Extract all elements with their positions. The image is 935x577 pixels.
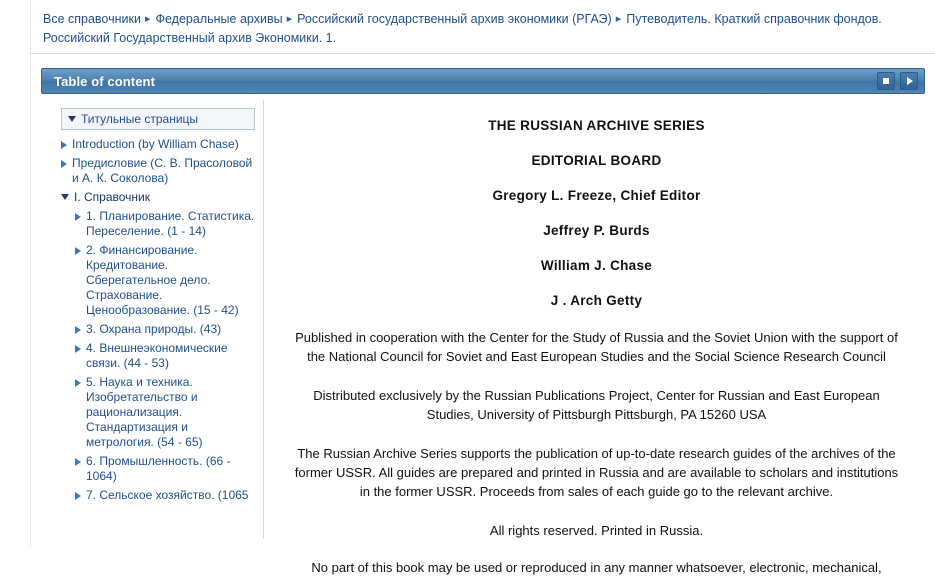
toc-item-section-2[interactable] — [75, 242, 255, 321]
toc-item-section-1[interactable] — [75, 208, 255, 242]
left-rail — [0, 0, 31, 548]
table-of-content-title: Table of content — [54, 73, 156, 89]
chevron-right-icon: ▸ — [144, 13, 151, 25]
toc-sidebar[interactable] — [31, 100, 264, 538]
breadcrumb — [31, 0, 935, 54]
breadcrumb-item-0[interactable]: Все справочники — [43, 12, 141, 26]
chevron-right-icon: ▸ — [615, 13, 622, 25]
chevron-right-icon — [75, 213, 81, 221]
document-viewer — [264, 100, 935, 575]
doc-paragraph-1: Published in cooperation with the Center for the Study of Russia and the Soviet Union with the support of the National Council for Soviet and East European Studies and the Social Science Research Council — [295, 330, 898, 364]
doc-editor-chief: Gregory L. Freeze, Chief Editor — [492, 188, 701, 203]
doc-paragraph-4: All rights reserved. Printed in Russia. — [489, 523, 704, 538]
toc-item-label: 7. Сельское хозяйство. (1065 — [86, 488, 249, 502]
chevron-down-icon — [68, 116, 76, 122]
doc-heading-series: THE RUSSIAN ARCHIVE SERIES — [488, 118, 705, 133]
stop-square-icon[interactable] — [877, 72, 895, 90]
toc-item-label: 1. Планирование. Статистика. Переселение. (1 - 14) — [86, 209, 255, 238]
table-of-content-bar — [41, 68, 925, 94]
toc-header-label: Титульные страницы — [81, 112, 199, 126]
toc-item-label: Introduction (by William Chase) — [72, 137, 239, 151]
chevron-right-icon — [75, 492, 81, 500]
doc-paragraph-5: No part of this book may be used or reproduced in any manner whatsoever, electronic, mechanical, — [311, 560, 882, 575]
toc-item-section-6[interactable] — [75, 453, 255, 487]
chevron-down-icon — [61, 194, 69, 200]
breadcrumb-item-2[interactable]: Российский государственный архив экономики (РГАЭ) — [297, 12, 612, 26]
toc-item-label: I. Справочник — [74, 190, 150, 204]
toc-item-label: 6. Промышленность. (66 - 1064) — [86, 454, 231, 483]
chevron-right-icon — [75, 326, 81, 334]
toc-item-section-4[interactable] — [75, 340, 255, 374]
doc-editor-getty: J . Arch Getty — [550, 293, 643, 308]
toc-item-section-3[interactable] — [75, 321, 255, 340]
breadcrumb-item-1[interactable]: Федеральные архивы — [155, 12, 283, 26]
toc-item-label: 2. Финансирование. Кредитование. Сберегательное дело. Страхование. Ценообразование. (15 - 42) — [86, 243, 239, 317]
chevron-right-icon — [75, 247, 81, 255]
doc-editor-burds: Jeffrey P. Burds — [543, 223, 650, 238]
page-container — [31, 0, 935, 575]
chevron-right-icon — [75, 458, 81, 466]
toc-item-section-7[interactable] — [75, 487, 255, 506]
play-arrow-icon[interactable] — [900, 72, 918, 90]
toc-item-spravochnik[interactable] — [61, 189, 255, 208]
toc-item-label: 5. Наука и техника. Изобретательство и рационализация. Стандартизация и метрология. (54 - 65) — [86, 375, 203, 449]
chevron-right-icon — [61, 141, 67, 149]
toc-item-label: 4. Внешнеэкономические связи. (44 - 53) — [86, 341, 228, 370]
doc-paragraph-2: Distributed exclusively by the Russian Publications Project, Center for Russian and East European Studies, University of Pittsburgh Pittsburgh, PA 15260 USA — [313, 388, 880, 422]
doc-editor-chase: William J. Chase — [540, 258, 653, 273]
breadcrumb-item-3[interactable]: Путеводитель. Краткий справочник фондов. Российский Государственный архив Экономики. 1. — [43, 12, 882, 45]
chevron-right-icon — [75, 379, 81, 387]
toc-item-introduction[interactable] — [61, 136, 255, 155]
chevron-right-icon — [75, 345, 81, 353]
toc-item-section-5[interactable] — [75, 374, 255, 453]
doc-paragraph-3: The Russian Archive Series supports the publication of up-to-date research guides of the archives of the former USSR. All guides are prepared and printed in Russia and are available to scholars and institutions in the former USSR. Proceeds from sales of each guide go to the relevant archive. — [294, 446, 899, 499]
doc-heading-editorial-board: EDITORIAL BOARD — [531, 153, 662, 168]
chevron-right-icon — [61, 160, 67, 168]
toc-item-preface[interactable] — [61, 155, 255, 189]
toc-header-title-pages[interactable] — [61, 108, 255, 130]
content-area — [31, 100, 935, 575]
toc-item-label: Предисловие (С. В. Прасоловой и А. К. Соколова) — [72, 156, 253, 185]
toc-item-label: 3. Охрана природы. (43) — [86, 322, 222, 336]
chevron-right-icon: ▸ — [286, 13, 293, 25]
